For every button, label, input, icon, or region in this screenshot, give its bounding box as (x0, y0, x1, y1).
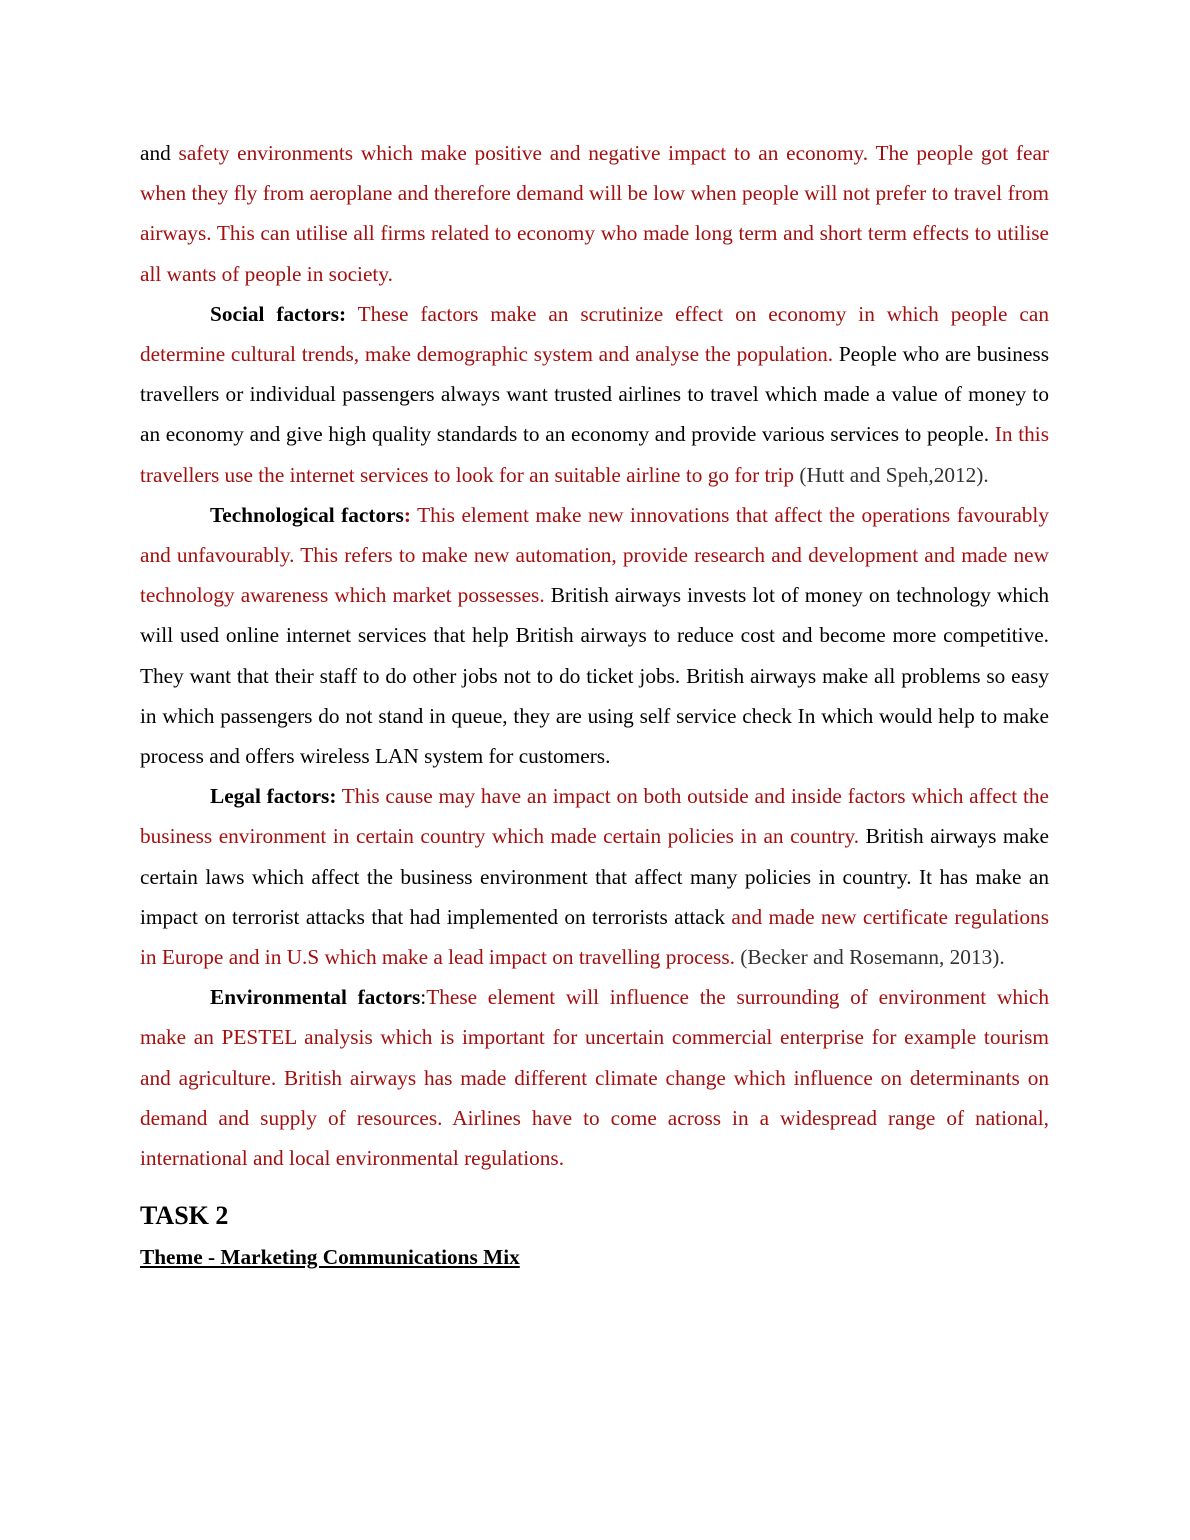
intro-highlight-text: safety environments which make positive and negative impact to an economy. The people got fear when they fly from aeroplane and therefore demand will be low when people will not prefer to travel from airways. This can utilise all firms related to economy who made long term and short term effects to utilise all wants of people in society. (140, 141, 1049, 286)
legal-highlight-text-2: and made new certificate regulations in Europe and in U.S which make a lead impact on travelling process. (140, 904, 1049, 970)
legal-body-text: British airways make certain laws which affect the business environment that affect many policies in country. It has make an impact on terrorist attacks that had implemented on terrorists attack (140, 824, 1050, 929)
paragraph-environmental-factors (140, 977, 1049, 1178)
social-highlight-text: These factors make an scrutinize effect on economy in which people can determine cultural trends, make demographic system and analyse the population. (140, 301, 1049, 367)
social-factors-heading: Social factors: (210, 301, 347, 326)
legal-citation: (Becker and Rosemann, 2013). (734, 945, 1005, 970)
technological-heading-colon: : (403, 502, 411, 527)
theme-heading: Theme - Marketing Communications Mix (140, 1245, 520, 1270)
environmental-heading-colon: : (420, 985, 427, 1010)
legal-factors-heading: Legal factors: (210, 784, 337, 809)
technological-factors-heading: Technological factors (210, 502, 404, 527)
social-body-text: People who are business travellers or individual passengers always want trusted airlines to travel which made a value of money to an economy and give high quality standards to an economy and provide various services to people. (140, 342, 1049, 447)
social-citation: (Hutt and Speh,2012). (794, 462, 989, 487)
technological-highlight-text: This element make new innovations that affect the operations favourably and unfavourably. This refers to make new automation, provide research and development and made new technology awareness which market possesses. (140, 502, 1049, 608)
social-highlight-text-2: In this travellers use the internet services to look for an suitable airline to go for trip (140, 422, 1049, 487)
technological-body-text: British airways invests lot of money on technology which will used online internet services that help British airways to reduce cost and become more competitive. They want that their staff to do other jobs not to do ticket jobs. British airways make all problems so easy in which passengers do not stand in queue, they are using self service check In which would help to make process and offers wireless LAN system for customers. (140, 583, 1049, 769)
environmental-highlight-text: These element will influence the surrounding of environment which make an PESTEL analysis which is important for uncertain commercial enterprise for example tourism and agriculture. British airways has made different climate change which influence on determinants on demand and supply of resources. Airlines have to come across in a widespread range of national, international and local environmental regulations. (140, 985, 1049, 1171)
intro-lead-text: and (140, 141, 179, 165)
environmental-factors-heading: Environmental factors (210, 985, 421, 1010)
task-heading: TASK 2 (140, 1201, 229, 1231)
legal-highlight-text: This cause may have an impact on both outside and inside factors which affect the business environment in certain country which made certain policies in an country. (140, 784, 1049, 849)
paragraph-social-factors (140, 294, 1049, 495)
paragraph-intro (140, 133, 1049, 294)
paragraph-technological-factors (140, 495, 1049, 776)
paragraph-legal-factors (140, 776, 1049, 977)
document-page (140, 133, 1049, 1273)
